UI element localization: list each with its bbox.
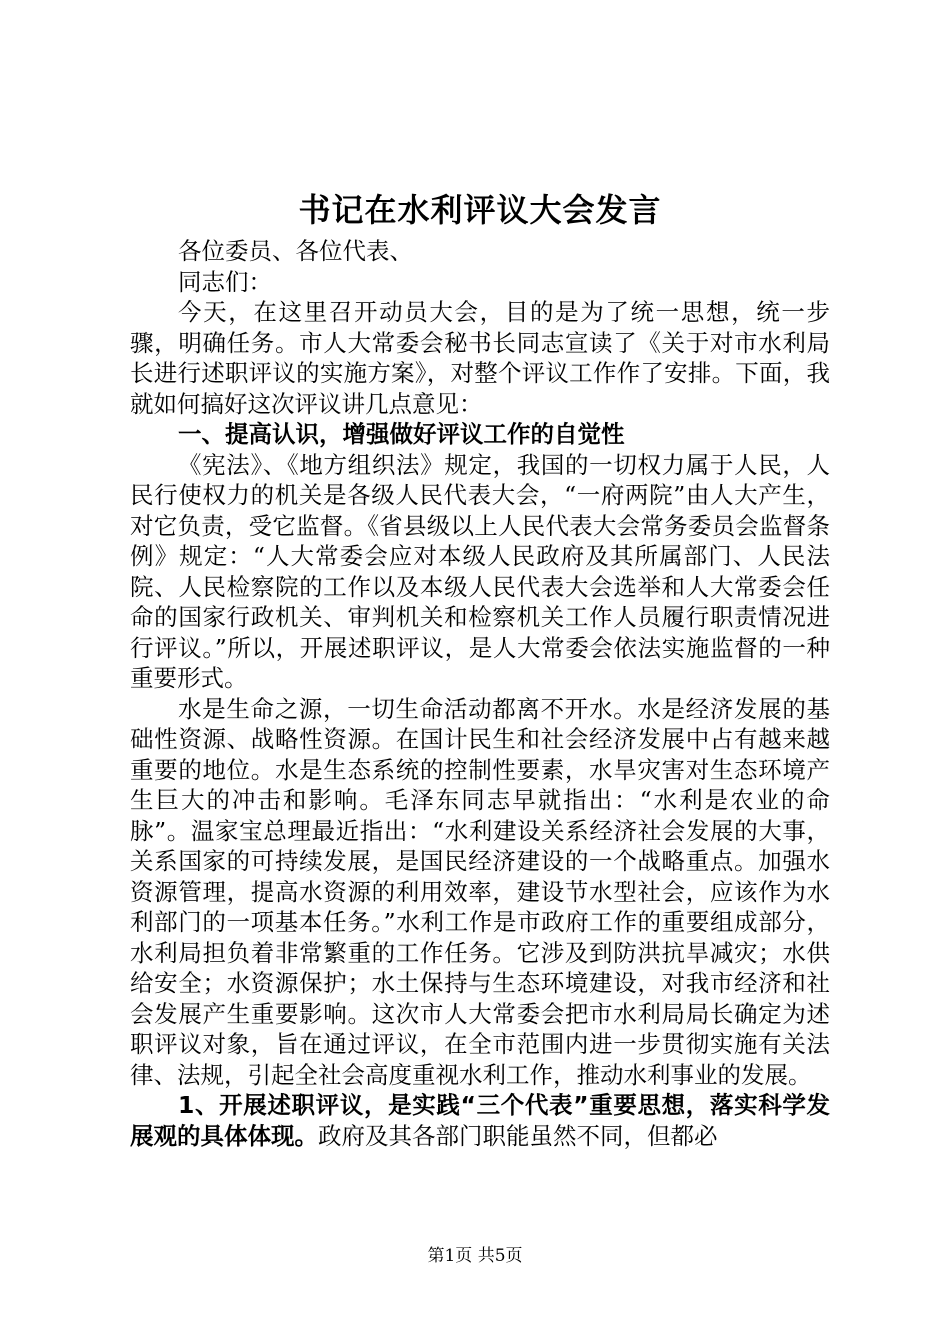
paragraph-3: 水是生命之源，一切生命活动都离不开水。水是经济发展的基础性资源、战略性资源。在国计民生和社会经济发展中占有越来越重要的地位。水是生态系统的控制性要素，水旱灾害对生态环境产生巨大的冲击和影响。毛泽东同志早就指出：“水利是农业的命脉”。温家宝总理最近指出：“水利建设关系经济社会发展的大事，关系国家的可持续发展，是国民经济建设的一个战略重点。加强水资源管理，提高水资源的利用效率，建设节水型社会，应该作为水利部门的一项基本任务。”水利工作是市政府工作的重要组成部分，水利局担负着非常繁重的工作任务。它涉及到防洪抗旱减灾；水供给安全；水资源保护；水土保持与生态环境建设，对我市经济和社会发展产生重要影响。这次市人大常委会把市水利局局长确定为述职评议对象，旨在通过评议，在全市范围内进一步贯彻实施有关法律、法规，引起全社会高度重视水利工作，推动水利事业的发展。 bbox=[130, 694, 830, 1089]
paragraph-2: 《宪法》、《地方组织法》规定，我国的一切权力属于人民，人民行使权力的机关是各级人民代表大会，“一府两院”由人大产生，对它负责，受它监督。《省县级以上人民代表大会常务委员会监督条例》规定：“人大常委会应对本级人民政府及其所属部门、人民法院、人民检察院的工作以及本级人民代表大会选举和人大常委会任命的国家行政机关、审判机关和检察机关工作人员履行职责情况进行评议。”所以，开展述职评议，是人大常委会依法实施监督的一种重要形式。 bbox=[130, 450, 830, 692]
salutation-line-1: 各位委员、各位代表、 bbox=[178, 237, 413, 265]
paragraph-1: 今天，在这里召开动员大会，目的是为了统一思想，统一步骤，明确任务。市人大常委会秘书长同志宣读了《关于对市水利局长进行述职评议的实施方案》，对整个评议工作作了安排。下面，我就如何搞好这次评议讲几点意见： bbox=[130, 298, 830, 418]
document-body bbox=[130, 186, 830, 1151]
salutation-line-2: 同志们： bbox=[178, 267, 272, 296]
page-number-footer: 第1页 共5页 bbox=[427, 1246, 523, 1266]
paragraph-4-text: 政府及其各部门职能虽然不同，但都必 bbox=[318, 1121, 718, 1150]
paragraph-4-bold-lead: 1、开展述职评议，是实践“三个代表”重要思想，落实科学发展观的具体体现。 bbox=[130, 1091, 830, 1150]
document-title: 书记在水利评议大会发言 bbox=[298, 191, 662, 229]
section-heading-1: 一、提高认识，增强做好评议工作的自觉性 bbox=[178, 420, 625, 448]
paragraph-4 bbox=[130, 1090, 830, 1151]
